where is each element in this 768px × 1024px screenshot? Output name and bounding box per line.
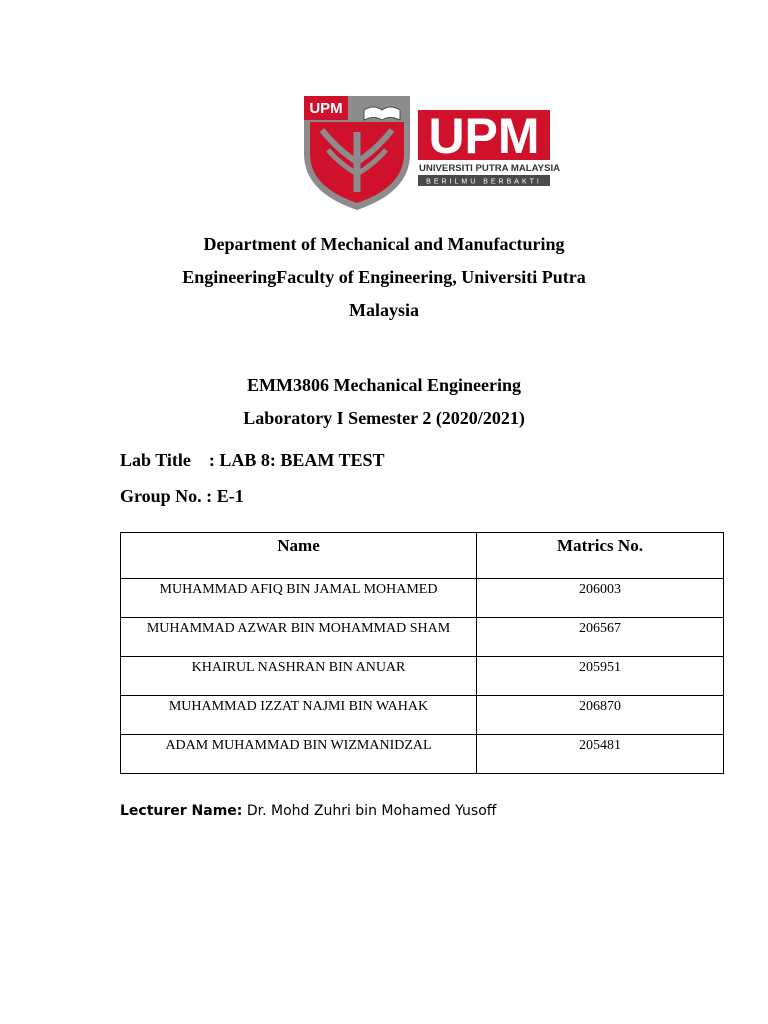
member-name: MUHAMMAD AZWAR BIN MOHAMMAD SHAM bbox=[121, 618, 477, 657]
header-matrics: Matrics No. bbox=[477, 533, 724, 579]
member-name: MUHAMMAD IZZAT NAJMI BIN WAHAK bbox=[121, 696, 477, 735]
lecturer-label: Lecturer Name: bbox=[120, 803, 243, 819]
member-matrics: 206567 bbox=[477, 618, 724, 657]
lecturer-name: Dr. Mohd Zuhri bin Mohamed Yusoff bbox=[246, 803, 497, 819]
member-name: MUHAMMAD AFIQ BIN JAMAL MOHAMED bbox=[121, 579, 477, 618]
member-matrics: 205951 bbox=[477, 657, 724, 696]
member-matrics: 205481 bbox=[477, 735, 724, 774]
group-value: E-1 bbox=[216, 486, 244, 506]
department-line-3: Malaysia bbox=[349, 300, 419, 320]
upm-logo-graphic bbox=[300, 92, 560, 214]
course-line-1: EMM3806 Mechanical Engineering bbox=[247, 375, 521, 395]
emblem-text: UPM bbox=[309, 100, 343, 117]
course-line-2: Laboratory I Semester 2 (2020/2021) bbox=[243, 408, 525, 428]
member-name: KHAIRUL NASHRAN BIN ANUAR bbox=[121, 657, 477, 696]
lecturer-row bbox=[120, 803, 496, 819]
table-header-row bbox=[121, 533, 724, 579]
table-row bbox=[121, 735, 724, 774]
table-row bbox=[121, 696, 724, 735]
table-row bbox=[121, 618, 724, 657]
university-name: UNIVERSITI PUTRA MALAYSIA bbox=[419, 163, 560, 174]
department-line-2: EngineeringFaculty of Engineering, Universiti Putra bbox=[182, 267, 586, 287]
header-name: Name bbox=[121, 533, 477, 579]
members-table bbox=[120, 532, 724, 774]
lab-title-row bbox=[120, 450, 385, 471]
motto-text: BERILMU BERBAKTI bbox=[426, 178, 542, 186]
lab-title-label: Lab Title bbox=[120, 450, 191, 470]
group-label: Group No. : bbox=[120, 486, 213, 506]
upm-logo bbox=[300, 92, 560, 214]
table-row bbox=[121, 579, 724, 618]
table-row bbox=[121, 657, 724, 696]
member-name: ADAM MUHAMMAD BIN WIZMANIDZAL bbox=[121, 735, 477, 774]
lab-title-separator: : bbox=[208, 450, 215, 470]
group-row bbox=[120, 486, 244, 507]
member-matrics: 206003 bbox=[477, 579, 724, 618]
department-line-1: Department of Mechanical and Manufacturing bbox=[203, 234, 565, 254]
lab-title-value: LAB 8: BEAM TEST bbox=[219, 450, 385, 470]
wordmark-text: UPM bbox=[428, 108, 540, 164]
member-matrics: 206870 bbox=[477, 696, 724, 735]
